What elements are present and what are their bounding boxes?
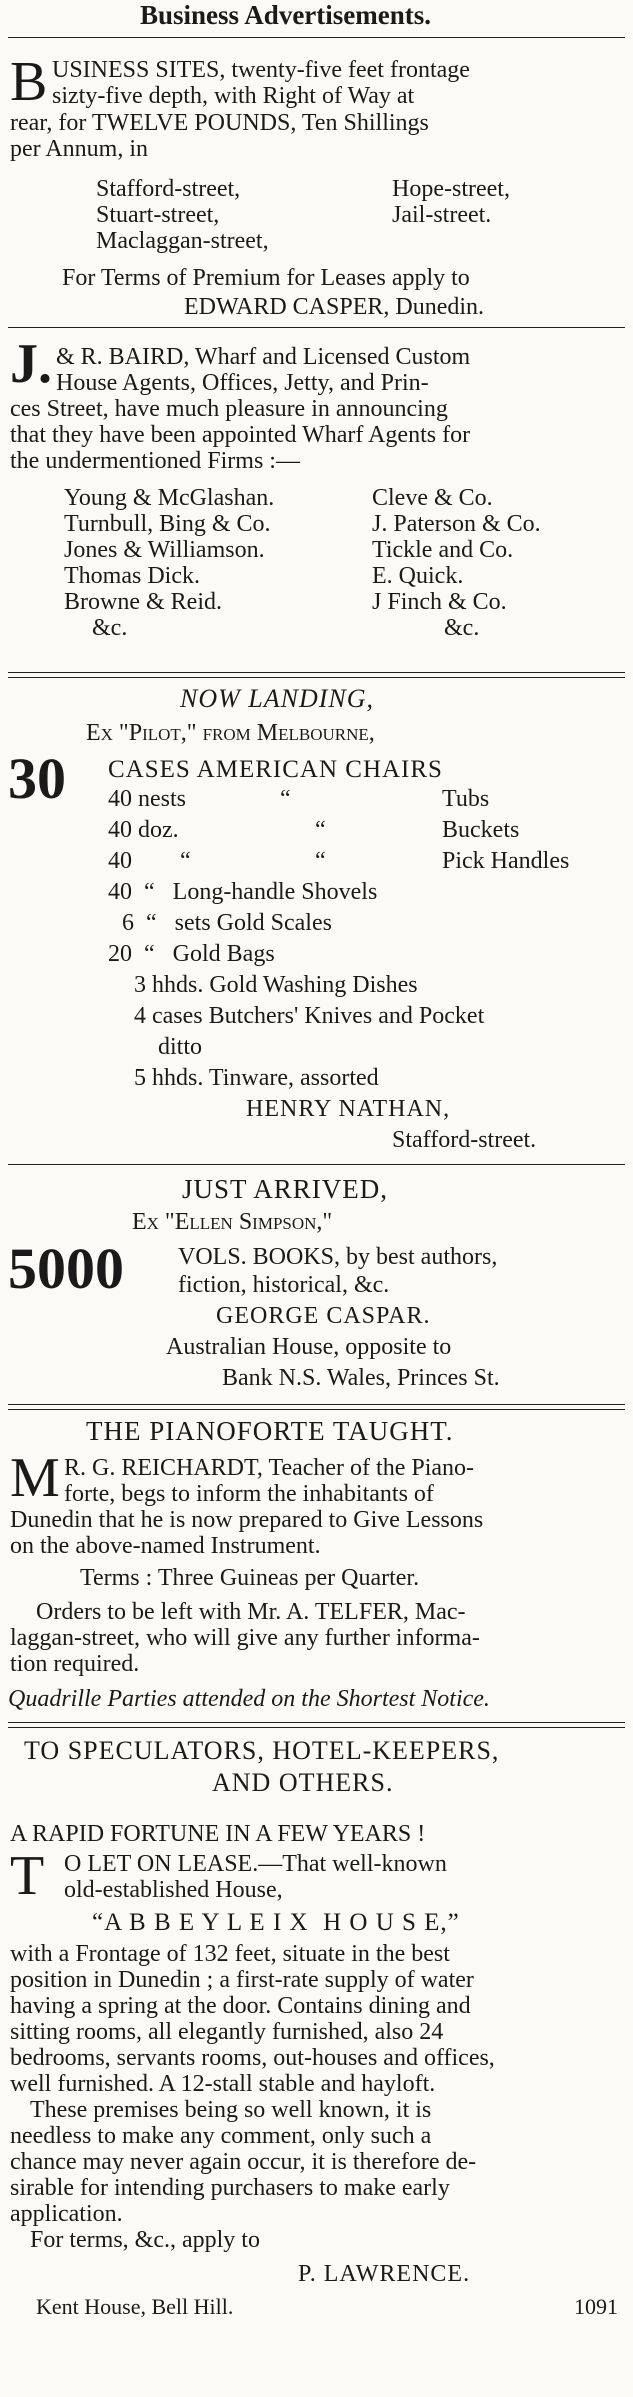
item-mark-2b: “: [315, 848, 326, 874]
dropcap-t: T: [10, 1845, 45, 1907]
ad5-heading: THE PIANOFORTE TAUGHT.: [86, 1416, 454, 1446]
ad6-heading1: TO SPECULATORS, HOTEL-KEEPERS,: [24, 1736, 500, 1765]
ad4-signature: GEORGE CASPAR.: [216, 1303, 431, 1329]
rule-1: [8, 327, 625, 328]
ad6-body-5: well furnished. A 12-stall stable and hayloft.: [10, 2071, 436, 2097]
ad1-line1: USINESS SITES, twenty-five feet frontage: [52, 57, 470, 83]
ad5-line2: forte, begs to inform the inhabitants of: [64, 1481, 434, 1507]
ad6-line2: old-established House,: [64, 1877, 283, 1903]
ad5-line1: R. G. REICHARDT, Teacher of the Piano-: [64, 1455, 475, 1481]
ad6-body-8: chance may never again occur, it is therefore de-: [10, 2149, 477, 2175]
firm-cleve: Cleve & Co.: [372, 485, 493, 511]
list-ditto: ditto: [158, 1034, 203, 1060]
ad1-line4: per Annum, in: [10, 136, 148, 162]
dropcap-j: J.: [10, 333, 52, 395]
ad6-body-7: needless to make any comment, only such a: [10, 2123, 432, 2149]
firm-jones: Jones & Williamson.: [64, 537, 265, 563]
street-stafford: Stafford-street,: [96, 176, 241, 202]
page-header: Business Advertisements.: [140, 0, 432, 30]
list-knives: 4 cases Butchers' Knives and Pocket: [134, 1003, 485, 1029]
item-qty-2: 40: [108, 848, 132, 874]
street-jail: Jail-street.: [392, 202, 492, 228]
item-qty-1: 40 doz.: [108, 817, 179, 843]
ad5-orders3: tion required.: [10, 1651, 140, 1677]
ad2-line3: ces Street, have much pleasure in announcing: [10, 396, 448, 422]
ad5-orders2: laggan-street, who will give any further informa-: [10, 1625, 480, 1651]
ad4-heading: JUST ARRIVED,: [182, 1174, 389, 1204]
ad6-body-1: position in Dunedin ; a first-rate supply of water: [10, 1967, 474, 1993]
ad6-body-0: with a Frontage of 132 feet, situate in the best: [10, 1941, 450, 1967]
ad6-heading2: AND OTHERS.: [212, 1768, 394, 1797]
ad6-body-4: bedrooms, servants rooms, out-houses and offices,: [10, 2045, 495, 2071]
ad4-number: 5000: [8, 1236, 124, 1301]
ad6-body-9: sirable for intending purchasers to make early: [10, 2175, 450, 2201]
ad6-body-2: having a spring at the door. Contains dining and: [10, 1993, 471, 2019]
ad4-address1: Australian House, opposite to: [166, 1334, 452, 1360]
ad5-terms: Terms : Three Guineas per Quarter.: [80, 1565, 420, 1591]
ad3-ex-line: Ex "Pilot," from Melbourne,: [86, 720, 375, 746]
ad1-line2: sizty-five depth, with Right of Way at: [52, 83, 415, 109]
list-scales: 6 “ sets Gold Scales: [122, 910, 332, 936]
street-stuart: Stuart-street,: [96, 202, 220, 228]
ad3-signature: HENRY NATHAN,: [246, 1096, 451, 1122]
firm-young: Young & McGlashan.: [64, 485, 275, 511]
firm-browne: Browne & Reid.: [64, 589, 222, 615]
ad5-line3: Dunedin that he is now prepared to Give Lessons: [10, 1507, 484, 1533]
ad6-house-name: “A B B E Y L E I X H O U S E,”: [92, 1909, 460, 1936]
ad6-code: 1091: [574, 2294, 618, 2319]
ad3-heading: NOW LANDING,: [180, 684, 375, 713]
ad2-line5: the undermentioned Firms :—: [10, 448, 300, 474]
ad6-body-6: These premises being so well known, it is: [30, 2097, 432, 2123]
ad5-footer: Quadrille Parties attended on the Shortest Notice.: [8, 1686, 490, 1712]
list-shovels: 40 “ Long-handle Shovels: [108, 879, 378, 905]
firm-paterson: J. Paterson & Co.: [372, 511, 541, 537]
list-bags: 20 “ Gold Bags: [108, 941, 275, 967]
firm-etc-right: &c.: [444, 615, 480, 641]
item-name-1: Buckets: [442, 817, 520, 843]
item-mark-2a: “: [180, 848, 191, 874]
ad3-number: 30: [8, 746, 66, 811]
item-name-0: Tubs: [442, 786, 490, 812]
ad3-address: Stafford-street.: [392, 1127, 537, 1153]
ad1-signature: EDWARD CASPER, Dunedin.: [184, 294, 485, 320]
street-maclaggan: Maclaggan-street,: [96, 228, 269, 254]
item-name-2: Pick Handles: [442, 848, 570, 874]
ad6-subheading: A RAPID FORTUNE IN A FEW YEARS !: [10, 1821, 426, 1847]
ad3-main: CASES AMERICAN CHAIRS: [108, 756, 443, 783]
ad2-line2: House Agents, Offices, Jetty, and Prin-: [56, 370, 429, 396]
ad5-orders1: Orders to be left with Mr. A. TELFER, Mac-: [36, 1599, 466, 1625]
ad4-line1: VOLS. BOOKS, by best authors,: [178, 1244, 498, 1270]
ad6-signature: P. LAWRENCE.: [298, 2261, 471, 2287]
firm-quick: E. Quick.: [372, 563, 464, 589]
item-mark-0: “: [280, 786, 291, 812]
ad5-line4: on the above-named Instrument.: [10, 1533, 321, 1559]
street-hope: Hope-street,: [392, 176, 510, 202]
item-mark-1: “: [315, 817, 326, 843]
list-dishes: 3 hhds. Gold Washing Dishes: [134, 972, 418, 998]
rule-3: [8, 1164, 625, 1165]
ad2-line4: that they have been appointed Wharf Agents for: [10, 422, 471, 448]
rule-4: [8, 1404, 625, 1410]
ad6-line1: O LET ON LEASE.—That well-known: [64, 1851, 447, 1877]
rule-5: [8, 1722, 625, 1728]
firm-finch: J Finch & Co.: [372, 589, 507, 615]
ad6-address: Kent House, Bell Hill.: [36, 2294, 234, 2319]
firm-tickle: Tickle and Co.: [372, 537, 514, 563]
ad6-body-11: For terms, &c., apply to: [30, 2227, 260, 2253]
firm-turnbull: Turnbull, Bing & Co.: [64, 511, 271, 537]
dropcap-b: B: [10, 51, 48, 113]
item-qty-0: 40 nests: [108, 786, 186, 812]
dropcap-m: M: [10, 1447, 60, 1509]
ad1-line3: rear, for TWELVE POUNDS, Ten Shillings: [10, 110, 429, 136]
ad1-terms: For Terms of Premium for Leases apply to: [62, 265, 470, 291]
ad4-ex-line: Ex "Ellen Simpson,": [132, 1209, 333, 1235]
ad6-body-10: application.: [10, 2201, 123, 2227]
ad2-line1: & R. BAIRD, Wharf and Licensed Custom: [56, 344, 471, 370]
list-tinware: 5 hhds. Tinware, assorted: [134, 1065, 379, 1091]
header-rule: [8, 37, 625, 38]
firm-dick: Thomas Dick.: [64, 563, 200, 589]
rule-2: [8, 672, 625, 678]
firm-etc-left: &c.: [92, 615, 128, 641]
ad6-body-3: sitting rooms, all elegantly furnished, also 24: [10, 2019, 444, 2045]
ad4-address2: Bank N.S. Wales, Princes St.: [222, 1365, 500, 1391]
ad4-line2: fiction, historical, &c.: [178, 1272, 390, 1298]
